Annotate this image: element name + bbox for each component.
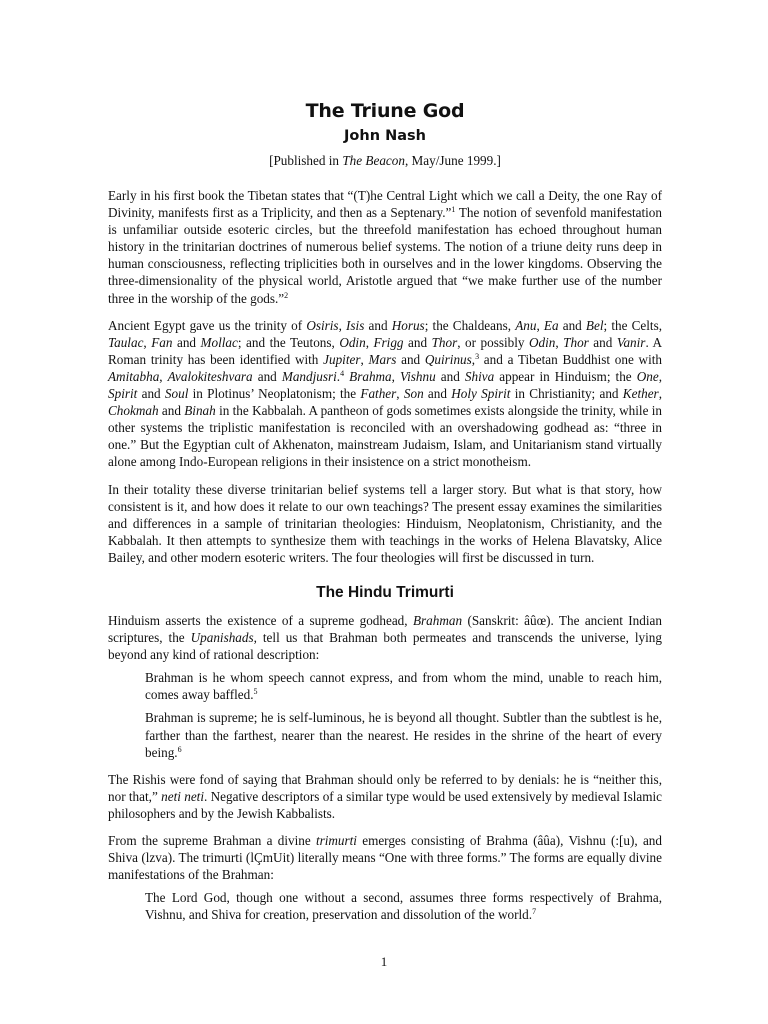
text-run: and a Tibetan Buddhist one with (479, 351, 663, 367)
text-run: , (360, 351, 369, 367)
upanishad-quote-1 (145, 669, 662, 703)
page-content (108, 100, 662, 923)
italic-term: Anu (515, 317, 537, 333)
footnote-marker: 4 (340, 368, 345, 378)
italic-term: Mandjusri (281, 368, 337, 384)
publication-note-prefix: [Published in (269, 153, 343, 168)
text-run: The Rishis were fond of saying that Brahman should only be referred to by denials: he is “neither this, nor that,” (108, 771, 662, 804)
italic-term: Chokmah (108, 403, 159, 419)
text-run: , (536, 317, 544, 333)
text-run: appear in Hinduism; the (494, 368, 637, 384)
intro-paragraph (108, 187, 662, 307)
text-run: , (471, 351, 476, 367)
italic-term: Soul (164, 386, 189, 402)
italic-term: Odin (339, 334, 366, 350)
text-run: and (423, 386, 452, 402)
italic-term: One (636, 368, 659, 384)
italic-term: Mollac (200, 334, 238, 350)
text-run: and (172, 334, 201, 350)
text-run: and (588, 334, 617, 350)
italic-term: Father (360, 386, 397, 402)
text-run: , (391, 368, 401, 384)
italic-term: Thor (563, 334, 589, 350)
upanishad-quote-2 (145, 709, 662, 760)
document-title: The Triune God (305, 100, 465, 122)
text-run: Ancient Egypt gave us the trinity of (108, 317, 307, 333)
italic-term: neti neti (161, 788, 205, 804)
publication-journal: The Beacon (342, 153, 405, 168)
italic-term: trimurti (315, 833, 357, 848)
italic-term: Vanir (616, 334, 646, 350)
italic-term: Osiris (306, 317, 339, 333)
text-run: and (435, 368, 465, 384)
text-run: and (252, 368, 282, 384)
italic-term: Jupiter (323, 351, 361, 367)
text-run: Early in his first book the Tibetan states that “(T)he Central Light which we call a Deity, the one Ray of Divinity, manifests first as a Triplicity, and then as a Septenary.” (108, 188, 662, 221)
text-run: , (658, 368, 663, 384)
italic-term: Upanishads (190, 630, 254, 646)
text-run: , or possibly (457, 334, 529, 350)
text-run: , (159, 368, 168, 384)
text-run: , tell us that Brahman both permeates and transcends the universe, lying beyond any kind of rational description: (108, 630, 662, 663)
trinities-paragraph (108, 317, 662, 471)
italic-term: Son (403, 386, 424, 402)
text-run: . Negative descriptors of a similar type would be used extensively by medieval Islamic philosophers and by the Jewish Kabbalists. (108, 788, 662, 821)
section-heading-hindu-trimurti: The Hindu Trimurti (316, 583, 454, 601)
text-run: ; and the Teutons, (237, 334, 340, 350)
text-run: (Sanskrit: âûœ). The ancient Indian scriptures, the (108, 612, 662, 646)
trimurti-paragraph (108, 832, 662, 883)
text-run: , (658, 386, 662, 402)
text-run: and (396, 351, 425, 367)
text-run: . A Roman trinity has been identified with (108, 334, 663, 367)
text-run: in Plotinus’ Neoplatonism; the (188, 386, 361, 402)
italic-term: Shiva (464, 368, 495, 384)
text-run: Hinduism asserts the existence of a supreme godhead, (108, 612, 413, 628)
italic-term: Quirinus (424, 351, 472, 367)
text-run: . (336, 368, 341, 384)
italic-term: Brahman (412, 612, 463, 628)
italic-term: Ea (543, 317, 559, 333)
footnote-marker: 7 (532, 907, 537, 917)
text-run: Brahman is he whom speech cannot express, and from whom the mind, unable to reach him, comes away baffled. (145, 670, 662, 703)
text-run: , (396, 386, 404, 402)
text-run: and (403, 334, 432, 350)
footnote-marker: 6 (177, 744, 182, 754)
publication-note (108, 152, 662, 169)
footnote-marker: 1 (451, 205, 456, 215)
text-run: The Lord God, though one without a second, assumes three forms respectively of Brahma, Vishnu, and Shiva for creation, preservation and dissolution of the world. (145, 890, 662, 923)
text-run: in Christianity; and (510, 386, 623, 402)
italic-term: Odin (528, 334, 556, 350)
text-run: , (338, 317, 347, 333)
text-run: The notion of sevenfold manifestation is unfamiliar outside esoteric circles, but the threefold manifestation has echoed throughout human history in the trinitarian doctrines of numerous belief systems. The notion of a triune deity runs deep in human consciousness, reflecting triplicities both in ourselves and in the lower kingdoms. Observing the three-dimensionality of the physical world, Aristotle argued that “we make further use of the number three in the worship of the gods.” (108, 205, 662, 306)
text-run: emerges consisting of Brahma (âûa), Vishnu (:[u), and Shiva (lzva). The trimurti (lÇmUit) literally means “One with three forms.” The forms are equally divine manifestations of the Brahman: (108, 833, 662, 883)
italic-term: Fan (151, 334, 173, 350)
essay-scope-paragraph (108, 481, 662, 566)
italic-term: Isis (346, 317, 365, 333)
italic-term: Holy Spirit (451, 386, 511, 402)
text-run: From the supreme Brahman a divine (108, 833, 316, 848)
text-run: in the Kabbalah. A pantheon of gods sometimes exists alongside the trinity, while in other systems the triplistic manifestation is reconciled with an overshadowing godhead as: “three in one.” But the Egyptian cult of Akhenaton, mainstream Judaism, Islam, and Unitarianism stand virtually alone among Indo-European religions in their insistence on a strict monotheism. (108, 403, 662, 470)
italic-term: Vishnu (400, 368, 436, 384)
page-number: 1 (380, 954, 388, 969)
text-run: , (143, 334, 152, 350)
document-author: John Nash (344, 128, 426, 144)
text-run: , (365, 334, 374, 350)
brahman-paragraph (108, 612, 662, 663)
text-run: , (555, 334, 564, 350)
text-run: and (158, 403, 185, 419)
neti-neti-paragraph (108, 771, 662, 822)
footnote-marker: 3 (475, 351, 480, 361)
text-run: ; the Chaldeans, (424, 317, 516, 333)
italic-term: Brahma (349, 368, 392, 384)
text-run: In their totality these diverse trinitarian belief systems tell a larger story. But what is that story, how consistent is it, and how does it relate to our own teachings? The present essay examines the similarities and differences in a sample of trinitarian theologies: Hinduism, Neoplatonism, Christianity, and the Kabbalah. It then attempts to synthesize them with teachings in the works of Helena Blavatsky, Alice Bailey, and other modern esoteric writers. The four theologies will first be discussed in turn. (108, 481, 662, 565)
text-run: ; the Celts, (603, 317, 662, 333)
italic-term: Mars (368, 351, 397, 367)
trimurti-quote (145, 889, 662, 923)
italic-term: Amitabha (108, 368, 160, 384)
italic-term: Spirit (108, 386, 138, 402)
text-run: Brahman is supreme; he is self-luminous, he is beyond all thought. Subtler than the subtlest is he, farther than the farthest, nearer than the nearest. He resides in the shrine of the heart of every being. (145, 710, 662, 760)
footnote-marker: 2 (284, 290, 289, 300)
footnote-marker: 5 (253, 687, 258, 697)
italic-term: Avalokiteshvara (167, 368, 253, 384)
publication-note-suffix: , May/June 1999.] (404, 153, 501, 168)
italic-term: Horus (391, 317, 425, 333)
italic-term: Thor (431, 334, 458, 350)
italic-term: Binah (184, 403, 216, 419)
text-run: and (137, 386, 165, 402)
italic-term: Kether (622, 386, 659, 402)
italic-term: Bel (585, 317, 604, 333)
italic-term: Frigg (373, 334, 404, 350)
text-run: and (558, 317, 586, 333)
italic-term: Taulac (108, 334, 144, 350)
text-run: and (364, 317, 392, 333)
